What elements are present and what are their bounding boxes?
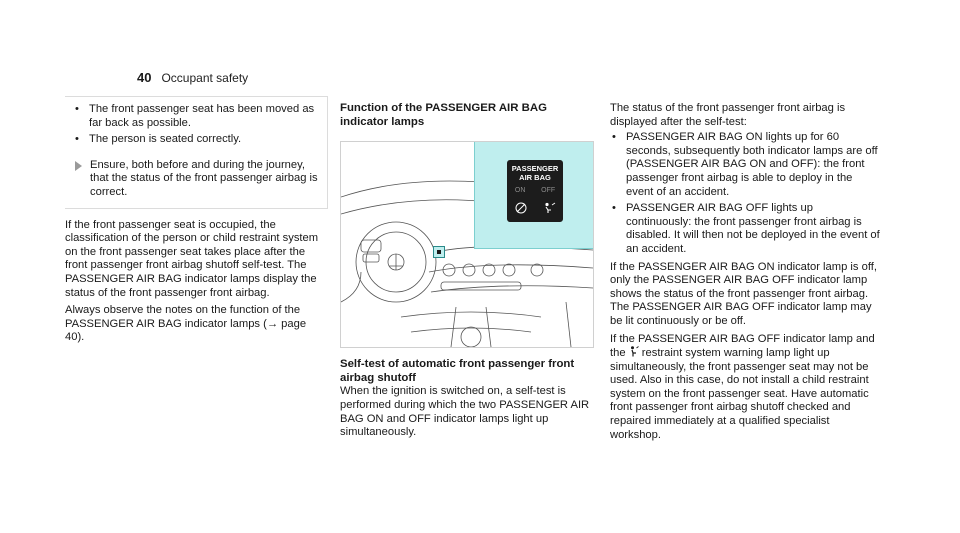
column-middle bbox=[340, 102, 592, 440]
panel-title: AIR BAG bbox=[519, 172, 551, 182]
conditions-box bbox=[65, 96, 328, 209]
instruction-text: Ensure, both before and during the journey, that the status of the front passenger airbag is correct. bbox=[90, 158, 318, 198]
condition-text: The person is seated correctly. bbox=[89, 133, 242, 146]
column-left bbox=[65, 96, 328, 345]
passenger-airbag-indicator-panel bbox=[507, 160, 563, 222]
list-item-text: PASSENGER AIR BAG OFF lights up continuously: the front passenger front airbag is disabled. It will then not be deployed in the event of an accident. bbox=[626, 202, 880, 255]
airbag-off-icon bbox=[514, 202, 528, 214]
dashboard-illustration bbox=[340, 141, 594, 348]
panel-title: PASSENGER bbox=[511, 164, 559, 174]
arrow-right-icon bbox=[75, 161, 82, 171]
instruction-step bbox=[73, 159, 319, 200]
bullet-icon: • bbox=[75, 133, 79, 146]
paragraph: If the front passenger seat is occupied, the classification of the person or child restraint system on the front passenger seat takes place after the front passenger front airbag shutoff self-test. The PASSENGER AIR BAG indicator lamps display the status of the front passenger front airbag. bbox=[65, 218, 319, 299]
list-item bbox=[73, 103, 319, 130]
section-heading: Function of the PASSENGER AIR BAG indicator lamps bbox=[340, 102, 547, 128]
bullet-icon: • bbox=[75, 103, 79, 115]
indicator-callout bbox=[474, 141, 594, 249]
paragraph bbox=[65, 304, 328, 345]
page-number: 40 bbox=[137, 70, 152, 85]
paragraph: When the ignition is switched on, a self-test is performed during which the two PASSENGER AIR BAG ON and OFF indicator lamps light up simultaneously. bbox=[340, 385, 590, 439]
list-item bbox=[73, 133, 319, 147]
section-heading: Self-test of automatic front passenger front airbag shutoff bbox=[340, 358, 575, 384]
condition-text: The front passenger seat has been moved as far back as possible. bbox=[89, 103, 315, 129]
paragraph-text: Always observe the notes on the function of the PASSENGER AIR BAG indicator lamps bbox=[65, 304, 301, 330]
bullet-icon: • bbox=[612, 131, 616, 144]
on-label: ON bbox=[514, 187, 526, 195]
off-label: OFF bbox=[541, 187, 556, 195]
paragraph: The status of the front passenger front airbag is displayed after the self-test: bbox=[610, 102, 846, 128]
paragraph-text: If the PASSENGER AIR BAG OFF indicator lamp and the bbox=[610, 332, 875, 360]
column-right bbox=[610, 102, 880, 442]
page-reference-link[interactable]: (→ page 40). bbox=[65, 317, 307, 344]
on-off-labels bbox=[507, 187, 563, 196]
bullet-icon: • bbox=[612, 202, 616, 215]
paragraph: If the PASSENGER AIR BAG ON indicator lamp is off, only the PASSENGER AIR BAG OFF indicator lamp shows the status of the front passenger front airbag. The PASSENGER AIR BAG OFF indicator lamp may be lit continuously or be off. bbox=[610, 260, 877, 327]
paragraph-text: restraint system warning lamp light up simultaneously, the front passenger seat may not be used. Also in this case, do not install a child restraint system on the front passenger seat. Have automatic front passenger front airbag shutoff checked and repaired immediately at a qualified specialist workshop. bbox=[610, 347, 869, 441]
passenger-seat-icon bbox=[542, 202, 556, 214]
section-title: Occupant safety bbox=[161, 71, 249, 85]
page-header bbox=[137, 70, 248, 85]
indicator-location-marker bbox=[433, 246, 445, 258]
panel-icons bbox=[507, 202, 563, 214]
list-item-text: PASSENGER AIR BAG ON lights up for 60 seconds, subsequently both indicator lamps are off (PASSENGER AIR BAG ON and OFF): the front passenger front airbag is able to deploy in the event of an accident. bbox=[626, 131, 878, 198]
list-item bbox=[610, 131, 880, 199]
paragraph bbox=[610, 333, 880, 443]
list-item bbox=[610, 202, 880, 256]
restraint-system-warning-icon bbox=[629, 346, 639, 357]
